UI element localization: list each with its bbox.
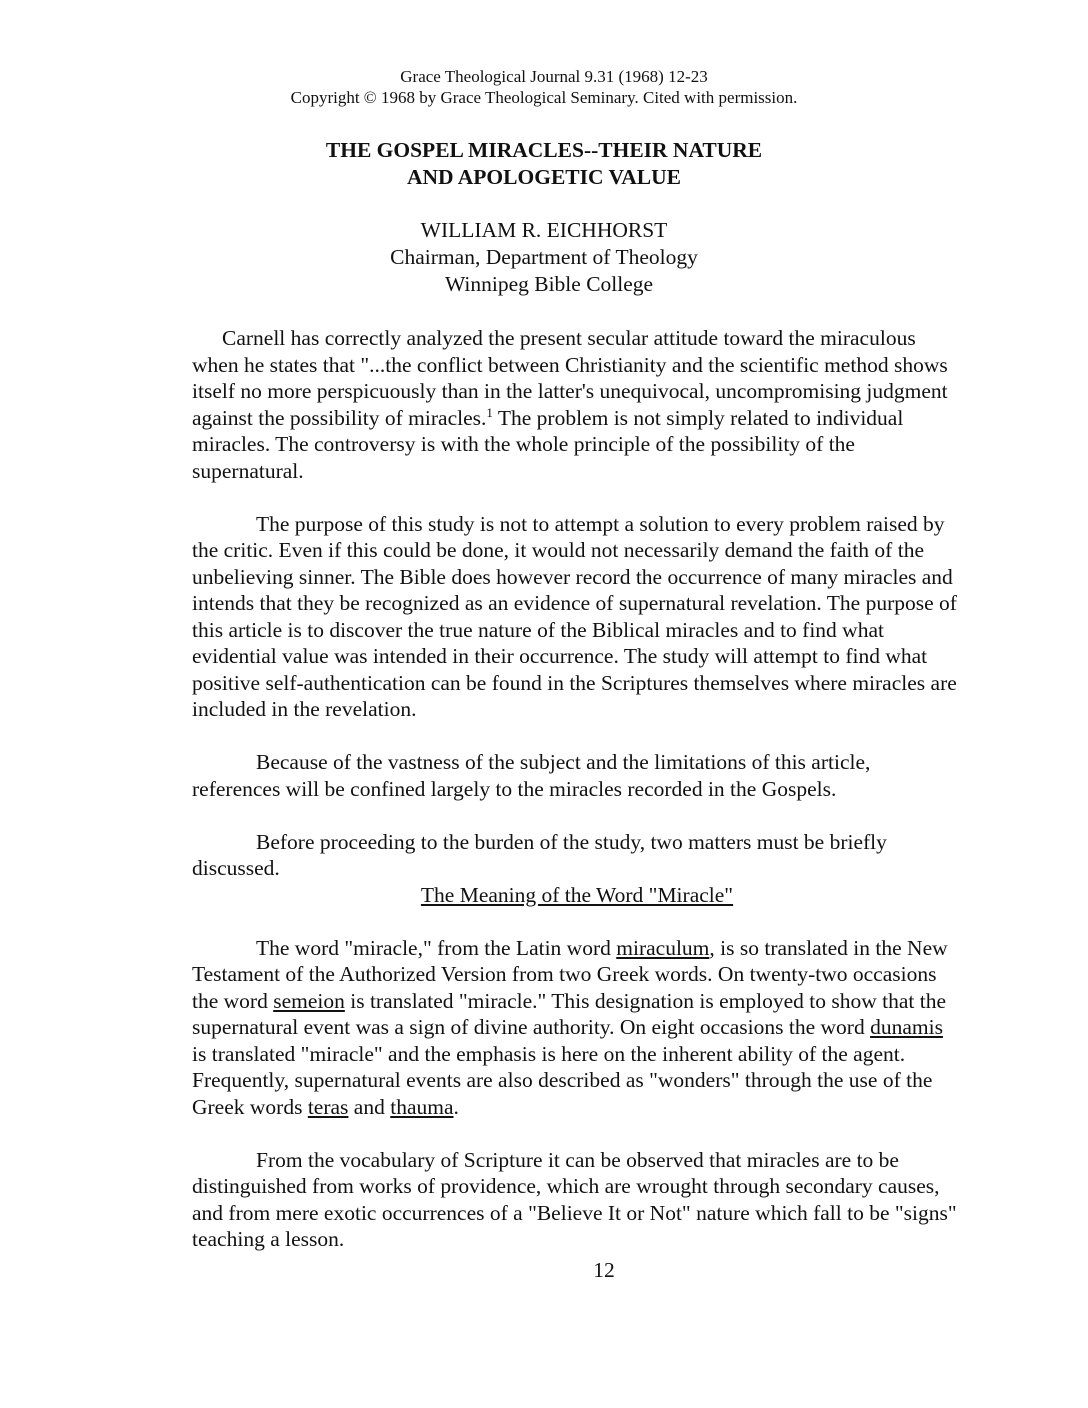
term-teras: teras bbox=[307, 1094, 349, 1119]
term-miraculum: miraculum bbox=[616, 935, 710, 960]
term-dunamis: dunamis bbox=[870, 1015, 943, 1039]
paragraph-1 bbox=[192, 325, 962, 484]
term-semeion: semeion bbox=[273, 988, 345, 1013]
article-title bbox=[0, 137, 1088, 191]
author-name: WILLIAM R. EICHHORST bbox=[420, 218, 668, 242]
paragraph-5 bbox=[192, 935, 962, 1121]
copyright-notice: Copyright © 1968 by Grace Theological Seminary. Cited with permission. bbox=[290, 88, 798, 107]
page-number: 12 bbox=[593, 1258, 615, 1282]
author-block bbox=[0, 217, 1088, 298]
author-position: Chairman, Department of Theology bbox=[390, 245, 698, 269]
author-institution: Winnipeg Bible College bbox=[444, 272, 654, 296]
paragraph-2: The purpose of this study is not to attempt a solution to every problem raised by the critic. Even if this could be done, it would not necessarily demand the faith of the unbelieving sinner. The Bible does however record the occurrence of many miracles and intends that they be recognized as an evidence of supernatural revelation. The purpose of this article is to discover the true nature of the Biblical miracles and to find what evidential value was intended in their occurrence. The study will attempt to find what positive self-authentication can be found in the Scriptures themselves where miracles are included in the revelation. bbox=[192, 511, 957, 721]
paragraph-1-text-b: The problem is not simply related to individual miracles. The controversy is with the whole principle of the possibility of the supernatural. bbox=[192, 405, 904, 483]
section-heading: The Meaning of the Word "Miracle" bbox=[420, 882, 734, 907]
paragraph-5-text-c: is translated "miracle." This designation is employed to show that the supernatural event was a sign of divine authority. On eight occasions the word bbox=[192, 988, 946, 1039]
footnote-marker: 1 bbox=[486, 404, 493, 420]
paragraph-3: Because of the vastness of the subject and the limitations of this article, references will be confined largely to the miracles recorded in the Gospels. bbox=[192, 750, 871, 801]
journal-citation: Grace Theological Journal 9.31 (1968) 12-23 bbox=[400, 67, 708, 86]
paragraph-1-text-a: Carnell has correctly analyzed the present secular attitude toward the miraculous when he states that "...the conflict between Christianity and the scientific method shows itself no more perspicuously than in the latter's unequivocal, uncompromising judgment against the possibility of miracles. bbox=[192, 326, 948, 430]
paragraph-6: From the vocabulary of Scripture it can be observed that miracles are to be distinguished from works of providence, which are wrought through secondary causes, and from mere exotic occurrences of a "Believe It or Not" nature which fall to be "signs" teaching a lesson. bbox=[192, 1147, 957, 1251]
paragraph-5-text-e: and bbox=[348, 1094, 391, 1119]
article-body bbox=[192, 325, 962, 1279]
term-thauma: thauma bbox=[390, 1094, 454, 1119]
paragraph-5-text-a: The word "miracle," from the Latin word bbox=[256, 935, 617, 960]
journal-header bbox=[0, 66, 1088, 108]
paragraph-4: Before proceeding to the burden of the study, two matters must be briefly discussed. bbox=[192, 829, 887, 880]
article-title-line-2: AND APOLOGETIC VALUE bbox=[407, 165, 681, 189]
paragraph-5-text-d: is translated "miracle" and the emphasis is here on the inherent ability of the agent. Frequently, supernatural events are also described as "wonders" through the use of the Greek words bbox=[192, 1041, 933, 1119]
paragraph-5-text-f: . bbox=[453, 1094, 459, 1119]
paragraph-5-text-b: , is so translated in the New Testament of the Authorized Version from two Greek words. On twenty-two occasions the word bbox=[192, 935, 948, 1013]
article-title-line-1: THE GOSPEL MIRACLES--THEIR NATURE bbox=[325, 138, 763, 162]
